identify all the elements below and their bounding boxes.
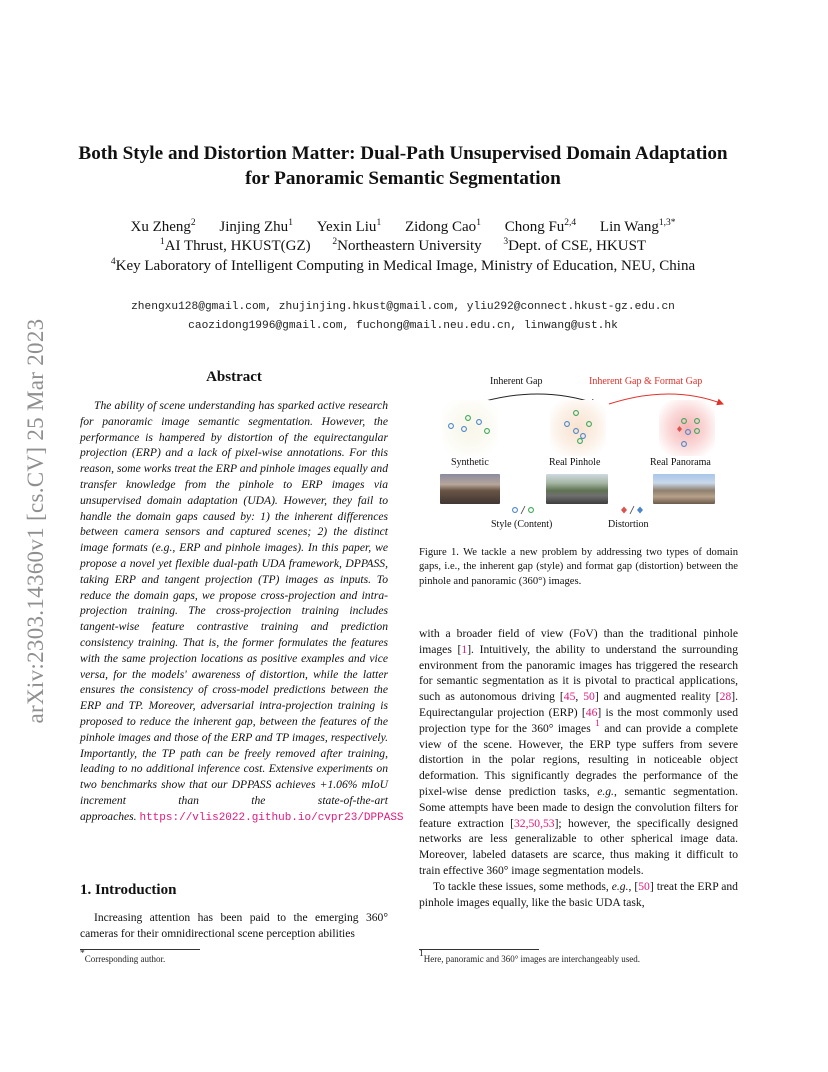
arxiv-identifier bbox=[22, 283, 50, 759]
author: Lin Wang$^{1,3*}$ bbox=[599, 218, 676, 235]
citation-link[interactable]: 50 bbox=[583, 690, 595, 704]
affiliation: Key Laboratory of Intelligent Computing in Medical Image, Ministry of Education, NEU, China bbox=[115, 258, 696, 274]
real-panorama-label: Real Panorama bbox=[650, 457, 711, 468]
affiliation: $^1$AI Thrust, HKUST(GZ) bbox=[159, 237, 311, 254]
abstract-text: The ability of scene understanding has sparked active research for panoramic image semantic segmentation. However, the performance is hampered by distortion of the equirectangular projection (ERP) and a lack of pixel-wise annotations. For this reason, some works treat the ERP and pinhole images equally and transfer knowledge from the pinhole to ERP images via unsupervised domain adaptation (UDA). However, they fail to handle the domain gaps caused by: 1) the inherent differences between camera sensors and captured scenes; 2) the distinct image formats (e.g., ERP and pinhole images). In this paper, we propose a novel yet flexible dual-path UDA framework, DPPASS, taking ERP and tangent projection (TP) images as inputs. To reduce the domain gaps, we propose cross-projection and intra-projection training. The cross-projection training includes tangent-wise feature contrastive training and prediction consistency training. That is, the former formulates the features with the same projection locations as positive examples and vice versa, for the models' awareness of distortion, while the latter ensures the consistency of cross-model predictions between the ERP and TP. Moreover, adversarial intra-projection training is proposed to reduce the inherent gap, between the features of the pinhole images and those of the ERP and TP images, respectively. Importantly, the TP path can be freely removed after training, leading to no additional inference cost. Extensive experiments on two benchmarks show that our DPPASS achieves +1.06% mIoU increment than the state-of-the-art approaches. bbox=[80, 399, 388, 823]
right-column-body bbox=[419, 626, 738, 910]
author-list bbox=[60, 218, 746, 237]
author: Zidong Cao$^1$ bbox=[404, 218, 481, 235]
abstract-heading: Abstract bbox=[206, 369, 262, 385]
author: Xu Zheng$^2$ bbox=[130, 218, 196, 235]
citation-link[interactable]: 45 bbox=[563, 690, 576, 704]
synthetic-domain-cloud bbox=[442, 400, 498, 456]
citation-link[interactable]: 28 bbox=[719, 690, 732, 704]
real-pinhole-label: Real Pinhole bbox=[549, 457, 601, 468]
title-line-1: Both Style and Distortion Matter: Dual-Path Unsupervised Domain Adaptation bbox=[78, 143, 728, 164]
style-legend-label: Style (Content) bbox=[491, 519, 553, 530]
footnote-rule bbox=[80, 949, 200, 950]
citation-link[interactable]: 46 bbox=[585, 705, 598, 719]
intro-paragraph: Increasing attention has been paid to the emerging 360° cameras for their omnidirectional scene perception abilities bbox=[80, 911, 388, 940]
author: Jinjing Zhu$^1$ bbox=[219, 218, 293, 235]
synthetic-label: Synthetic bbox=[451, 457, 489, 468]
author: Chong Fu$^{2,4}$ bbox=[504, 218, 577, 235]
pinhole-image bbox=[546, 474, 608, 504]
synthetic-image bbox=[440, 474, 500, 504]
citation-link[interactable]: 50 bbox=[638, 879, 650, 893]
title-line-2: for Panoramic Semantic Segmentation bbox=[245, 168, 561, 189]
style-legend-icon bbox=[510, 504, 538, 516]
project-link[interactable]: https://vlis2022.github.io/cvpr23/DPPASS bbox=[139, 811, 404, 824]
distortion-legend-label: Distortion bbox=[608, 519, 649, 530]
abstract-body bbox=[80, 398, 404, 827]
format-gap-label: Inherent Gap & Format Gap bbox=[589, 376, 703, 387]
affiliation: $^2$Northeastern University bbox=[332, 237, 482, 254]
affiliation-line-1 bbox=[60, 237, 746, 256]
inherent-gap-label: Inherent Gap bbox=[490, 376, 543, 387]
pinhole-domain-cloud bbox=[550, 400, 606, 456]
email-list bbox=[60, 298, 746, 336]
affiliation-line-2: $^4$Key Laboratory of Intelligent Computing in Medical Image, Ministry of Education, NEU, China bbox=[110, 257, 696, 274]
citation-link[interactable]: 1 bbox=[461, 642, 468, 656]
footnote-left: *Corresponding author. bbox=[80, 949, 166, 964]
author: Yexin Liu$^1$ bbox=[316, 218, 382, 235]
panorama-image bbox=[653, 474, 715, 504]
footnote-marker[interactable]: 1 bbox=[595, 718, 600, 729]
panorama-domain-cloud bbox=[659, 400, 715, 456]
citation-link[interactable]: 32,50,53 bbox=[513, 816, 555, 830]
affiliation: $^3$Dept. of CSE, HKUST bbox=[503, 237, 647, 254]
section-heading-introduction: 1. Introduction bbox=[80, 882, 177, 898]
arxiv-id-text: arXiv:2303.14360v1 [cs.CV] 25 Mar 2023 bbox=[23, 318, 48, 724]
figure-caption: Figure 1. We tackle a new problem by addressing two types of domain gaps, i.e., the inherent gap (style) and format gap (distortion) between the pinhole and panoramic (360°) images. bbox=[419, 547, 738, 587]
figure-1 bbox=[419, 370, 738, 538]
paper-title bbox=[60, 141, 746, 191]
body-paragraph: with a broader field of view (FoV) than the traditional pinhole images [1]. Intuitively, the ability to understand the surrounding environment from the panoramic images has triggered the research for semantic segmentation as it is pivotal to practical applications, such as autonomous driving [45, 50] and augmented reality [28]. Equirectangular projection (ERP) [46] is the most commonly used projection type for the 360° images $^1$ and can provide a complete view of the scene. However, the ERP type suffers from severe distortion in the polar regions, resulting in noticeable object deformation. This significantly degrades the performance of the pixel-wise dense prediction tasks, e.g., semantic segmentation. Some attempts have been made to design the convolution filters for feature extraction [32,50,53]; however, the specifically designed networks are less generalizable to other spherical image data. Moreover, labeled datasets are scarce, thus making it difficult to train effective 360° image segmentation models. bbox=[419, 627, 739, 877]
email-line-1: zhengxu128@gmail.com, zhujinjing.hkust@gmail.com, yliu292@connect.hkust-gz.edu.cn bbox=[131, 301, 675, 313]
distortion-legend-icon bbox=[619, 504, 647, 516]
email-line-2: caozidong1996@gmail.com, fuchong@mail.neu.edu.cn, linwang@ust.hk bbox=[188, 320, 618, 332]
footnote-right: $^1$Here, panoramic and 360° images are interchangeably used. bbox=[419, 949, 641, 964]
footnote-rule bbox=[419, 949, 539, 950]
body-paragraph: To tackle these issues, some methods, e.g., [50] treat the ERP and pinhole images equally, like the basic UDA task, bbox=[419, 879, 738, 909]
